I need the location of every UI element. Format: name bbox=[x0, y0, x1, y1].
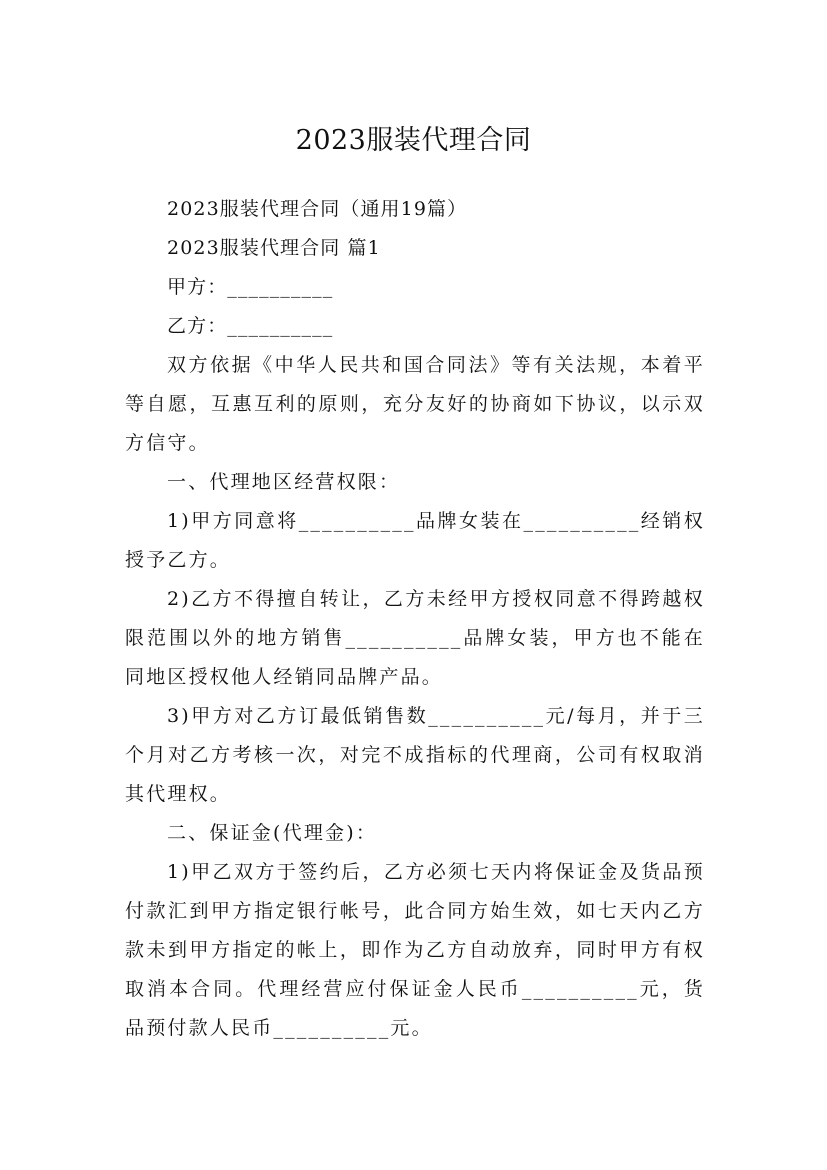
party-b-line: 乙方：__________ bbox=[167, 315, 334, 337]
contract-section-heading: 2023服装代理合同 篇1 bbox=[167, 237, 381, 259]
document-body bbox=[125, 190, 705, 1048]
clause-1-3: 3)甲方对乙方订最低销售数__________元/每月，并于三个月对乙方考核一次，对完不成指标的代理商，公司有权取消其代理权。 bbox=[125, 705, 705, 805]
section-two-heading: 二、保证金(代理金)： bbox=[167, 822, 378, 844]
document-title: 2023服装代理合同 bbox=[295, 125, 532, 157]
clause-1-1: 1)甲方同意将__________品牌女装在__________经销权授予乙方。 bbox=[125, 510, 705, 571]
party-a-line: 甲方：__________ bbox=[167, 276, 334, 298]
section-one-heading: 一、代理地区经营权限： bbox=[167, 471, 401, 493]
contract-subtitle: 2023服装代理合同（通用19篇） bbox=[167, 198, 468, 220]
preamble-paragraph: 双方依据《中华人民共和国合同法》等有关法规，本着平等自愿，互惠互利的原则，充分友好的协商如下协议，以示双方信守。 bbox=[125, 354, 705, 454]
clause-1-2: 2)乙方不得擅自转让，乙方未经甲方授权同意不得跨越权限范围以外的地方销售__________品牌女装，甲方也不能在同地区授权他人经销同品牌产品。 bbox=[125, 588, 705, 688]
clause-2-1: 1)甲乙双方于签约后，乙方必须七天内将保证金及货品预付款汇到甲方指定银行帐号，此合同方始生效，如七天内乙方款未到甲方指定的帐上，即作为乙方自动放弃，同时甲方有权取消本合同。代理经营应付保证金人民币__________元，货品预付款人民币__________元。 bbox=[125, 861, 705, 1039]
